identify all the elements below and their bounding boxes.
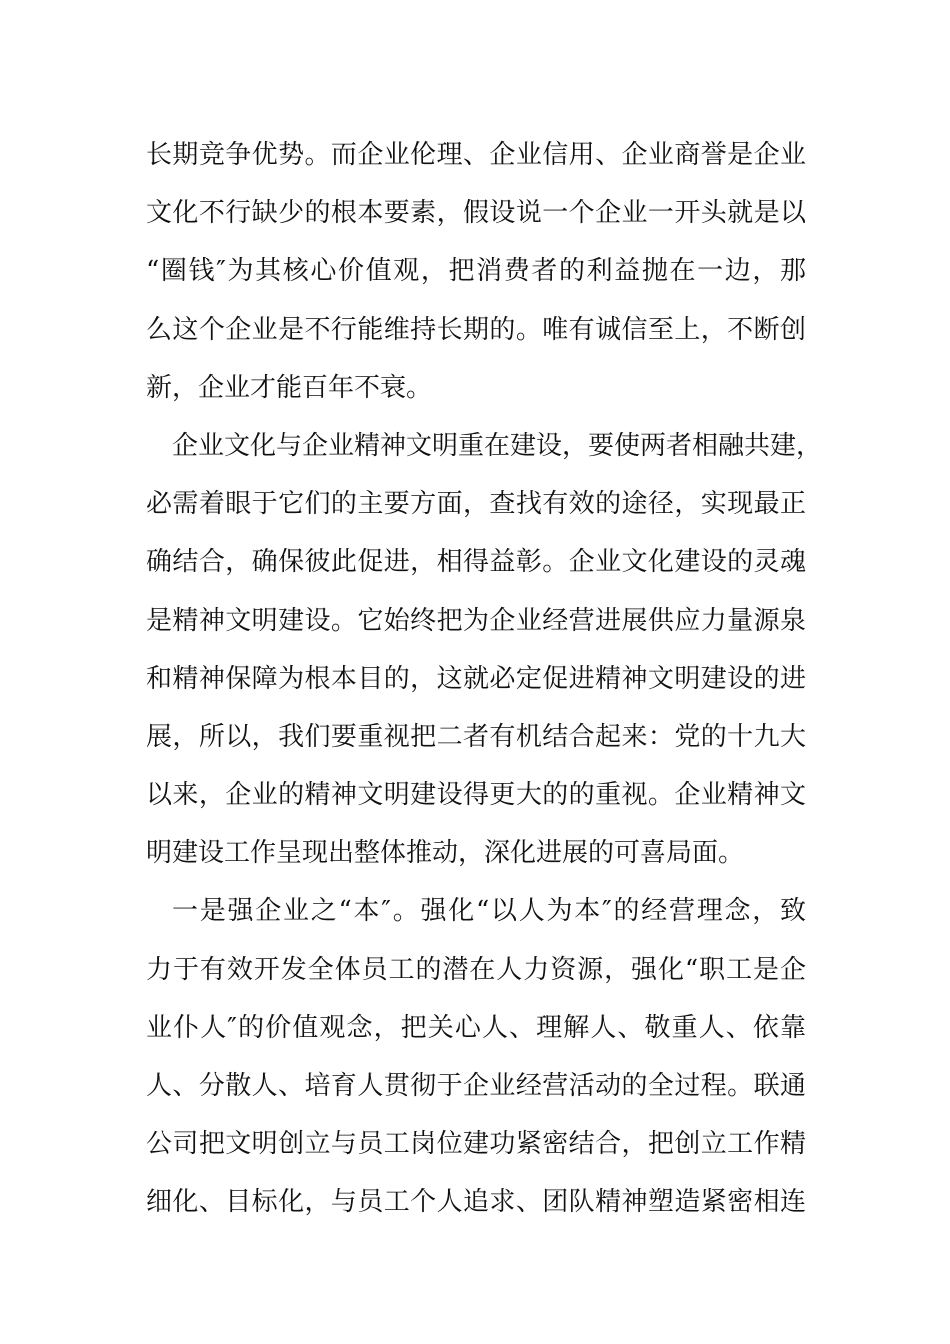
paragraph-2-line-8: 明建设工作呈现出整体推动，深化进展的可喜局面。	[146, 838, 745, 869]
paragraph-2-line-4: 是精神文明建设。它始终把为企业经营进展供应力量源泉	[146, 605, 806, 636]
paragraph-2-line-3: 确结合，确保彼此促进，相得益彰。企业文化建设的灵魂	[146, 547, 806, 578]
document-body	[146, 126, 823, 1232]
paragraph-2-line-5: 和精神保障为根本目的，这就必定促进精神文明建设的进	[146, 663, 806, 694]
paragraph-2-line-6: 展，所以，我们要重视把二者有机结合起来：党的十九大	[146, 721, 806, 752]
paragraph-3-line-2: 力于有效开发全体员工的潜在人力资源，强化“职工是企	[146, 954, 806, 985]
paragraph-3-line-4: 人、分散人、培育人贯彻于企业经营活动的全过程。联通	[146, 1071, 806, 1101]
paragraph-2-line-7: 以来，企业的精神文明建设得更大的的重视。企业精神文	[146, 780, 806, 811]
paragraph-3-line-3: 业仆人″的价值观念，把关心人、理解人、敬重人、依靠	[146, 1012, 806, 1043]
paragraph-3-line-1: 一是强企业之“本″。强化“以人为本″的经营理念，致	[172, 896, 806, 927]
paragraph-1-line-4: 么这个企业是不行能维持长期的。唯有诚信至上，不断创	[146, 314, 806, 345]
paragraph-1-line-2: 文化不行缺少的根本要素，假设说一个企业一开头就是以	[146, 198, 806, 229]
paragraph-2-line-1: 企业文化与企业精神文明重在建设，要使两者相融共建，	[172, 430, 823, 461]
paragraph-3-line-6: 细化、目标化，与员工个人追求、团队精神塑造紧密相连	[146, 1187, 806, 1218]
paragraph-3-line-5: 公司把文明创立与员工岗位建功紧密结合，把创立工作精	[146, 1129, 806, 1160]
paragraph-2-line-2: 必需着眼于它们的主要方面，查找有效的途径，实现最正	[146, 489, 806, 520]
paragraph-1-line-3: “圈钱″为其核心价值观，把消费者的利益抛在一边，那	[146, 256, 806, 287]
paragraph-1-line-1: 长期竞争优势。而企业伦理、企业信用、企业商誉是企业	[146, 140, 806, 170]
paragraph-1-line-5: 新，企业才能百年不衰。	[146, 372, 433, 403]
